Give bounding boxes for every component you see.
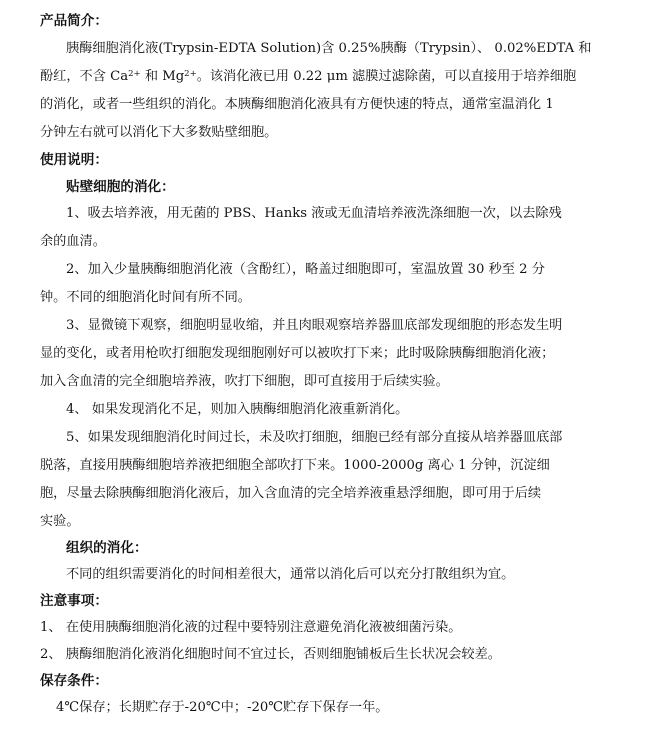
tissue-line: 不同的组织需要消化的时间相差很大，通常以消化后可以充分打散组织为宜。	[66, 567, 515, 582]
intro-line-3: 的消化，或者一些组织的消化。本胰酶细胞消化液具有方便快速的特点，通常室温消化 1	[40, 97, 554, 112]
intro-line-2a: 酚红，不含 Ca	[40, 69, 129, 84]
step-2-line-1: 2、加入少量胰酶细胞消化液（含酚红），略盖过细胞即可，室温放置 30 秒至 2 分	[66, 262, 545, 277]
step-3-line-1: 3、显微镜下观察，细胞明显收缩，并且肉眼观察培养器皿底部发现细胞的形态发生明	[66, 318, 563, 333]
adherent-heading: 贴壁细胞的消化：	[66, 179, 175, 195]
note-2: 2、 胰酶细胞消化液消化细胞时间不宜过长，否则细胞铺板后生长状况会较差。	[40, 647, 501, 662]
storage-heading: 保存条件：	[40, 673, 108, 689]
step-5-line-3: 胞，尽量去除胰酶细胞消化液后，加入含血清的完全培养液重悬浮细胞，即可用于后续	[40, 486, 542, 501]
mg-superscript: 2+	[184, 69, 197, 79]
step-2-line-2: 钟。不同的细胞消化时间有所不同。	[40, 290, 251, 305]
step-1-line-1: 1、吸去培养液，用无菌的 PBS、Hanks 液或无血清培养液洗涤细胞一次，以去除残	[66, 206, 562, 221]
step-5-line-4: 实验。	[40, 514, 80, 529]
intro-line-2e: 。该消化液已用 0.22 μm 滤膜过滤除菌，可以直接用于培养细胞	[196, 69, 577, 84]
notes-heading: 注意事项：	[40, 593, 108, 609]
step-1-line-2: 余的血清。	[40, 234, 106, 249]
storage-line: 4℃保存；长期贮存于-20℃中；-20℃贮存下保存一年。	[56, 700, 389, 715]
intro-line-4: 分钟左右就可以消化下大多数贴壁细胞。	[40, 125, 278, 140]
step-3-line-3: 加入含血清的完全细胞培养液，吹打下细胞，即可直接用于后续实验。	[40, 374, 449, 389]
step-4-line-1: 4、 如果发现消化不足，则加入胰酶细胞消化液重新消化。	[66, 402, 409, 417]
ca-superscript: 2+	[128, 69, 141, 79]
intro-heading: 产品简介：	[40, 13, 108, 29]
intro-line-2	[40, 68, 576, 86]
intro-line-1: 胰酶细胞消化液(Trypsin-EDTA Solution)含 0.25%胰酶（Trypsin）、 0.02%EDTA 和	[66, 41, 592, 56]
step-5-line-1: 5、如果发现细胞消化时间过长，未及吹打细胞，细胞已经有部分直接从培养器皿底部	[66, 430, 563, 445]
step-5-line-2: 脱落，直接用胰酶细胞培养液把细胞全部吹打下来。1000-2000g 离心 1 分钟，沉淀细	[40, 458, 550, 473]
intro-line-2c: 和 Mg	[140, 69, 185, 84]
note-1: 1、 在使用胰酶细胞消化液的过程中要特别注意避免消化液被细菌污染。	[40, 620, 462, 635]
step-3-line-2: 显的变化，或者用枪吹打细胞发现细胞刚好可以被吹打下来；此时吸除胰酶细胞消化液；	[40, 346, 555, 361]
usage-heading: 使用说明：	[40, 152, 108, 168]
tissue-heading: 组织的消化：	[66, 540, 148, 556]
